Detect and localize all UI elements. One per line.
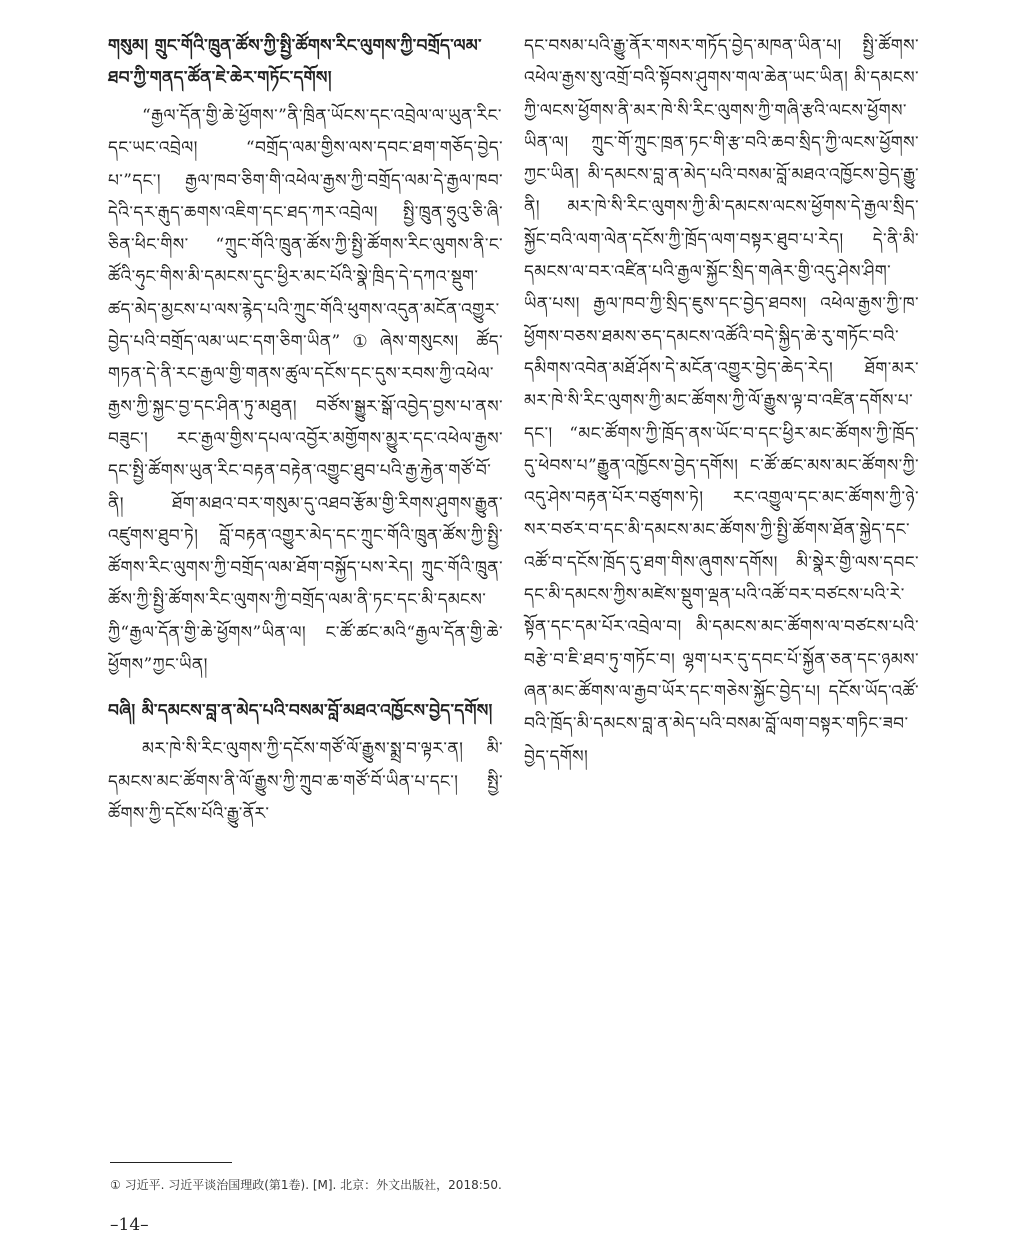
footnote-divider	[110, 1162, 232, 1163]
body-paragraph: དང་བསམ་པའི་རྒྱུ་ནོར་གསར་གཏོད་བྱེད་མཁན་ཡིན་པ། སྤྱི་ཚོགས་འཕེལ་རྒྱས་སུ་འགྲོ་བའི་སྟོབས་ཤུགས་གལ་ཆེན་ཡང་ཡིན། མི་དམངས་ཀྱི་ལངས་ཕྱོགས་ནི་མར་ཁེ་སི་རིང་ལུགས་ཀྱི་གཞི་རྩའི་ལངས་ཕྱོགས་ཡིན་ལ། ཀྲུང་གོ་ཀྲུང་ཁྲན་ཏང་གི་རྩ་བའི་ཆབ་སྲིད་ཀྱི་ལངས་ཕྱོགས་ཀྱང་ཡིན། མི་དམངས་བླ་ན་མེད་པའི་བསམ་བློ་མཐའ་འཁྱོངས་བྱེད་རྒྱུ་ནི། མར་ཁེ་སི་རིང་ལུགས་ཀྱི་མི་དམངས་ལངས་ཕྱོགས་དེ་རྒྱལ་སྲིད་སྐྱོང་བའི་ལག་ལེན་དངོས་ཀྱི་ཁྲོད་ལག་བསྟར་ཐུབ་པ་རེད། དེ་ནི་མི་དམངས་ལ་བར་འཛིན་པའི་རྒྱལ་སྐྱོང་སྲིད་གཞེར་གྱི་འདུ་ཤེས་ཤིག་ཡིན་པས། རྒྱལ་ཁབ་ཀྱི་སྲིད་ཇུས་དང་བྱེད་ཐབས། འཕེལ་རྒྱས་ཀྱི་ཁ་ཕྱོགས་བཅས་ཐམས་ཅད་དམངས་འཚོའི་བདེ་སྐྱིད་ཆེ་རུ་གཏོང་བའི་དམིགས་འབེན་མཐོ་ཤོས་དེ་མངོན་འགྱུར་བྱེད་ཆེད་རེད། ཐོག་མར་མར་ཁེ་སི་རིང་ལུགས་ཀྱི་མང་ཚོགས་ཀྱི་ལོ་རྒྱུས་ལྟ་བ་འཛིན་དགོས་པ་དང་། “མང་ཚོགས་ཀྱི་ཁྲོད་ནས་ཡོང་བ་དང་ཕྱིར་མང་ཚོགས་ཀྱི་ཁྲོད་དུ་ཕེབས་པ”རྒྱུན་འཁྱོངས་བྱེད་དགོས། ང་ཚོ་ཚང་མས་མང་ཚོགས་ཀྱི་འདུ་ཤེས་བརྟན་པོར་བཙུགས་ཏེ། རང་འགྱུལ་དང་མང་ཚོགས་ཀྱི་ཉེ་སར་བཙར་བ་དང་མི་དམངས་མང་ཚོགས་ཀྱི་སྤྱི་ཚོགས་ཐོན་སྐྱེད་དང་འཚོ་བ་དངོས་ཁྲོད་དུ་ཐག་གིས་ཞུགས་དགོས། མི་སྣེར་གྱི་ལས་དབང་དང་མི་དམངས་ཀྱིས་མཛེས་སྡུག་ལྡན་པའི་འཚོ་བར་བཙངས་པའི་རེ་སྟོན་དང་དམ་པོར་འབྲེལ་བ། མི་དམངས་མང་ཚོགས་ལ་བཙངས་པའི་བརྩེ་བ་ཇི་ཐབ་ཏུ་གཏོང་བ། ལྷག་པར་དུ་དབང་པོ་སྐྱོན་ཅན་དང་ཉམས་ཞན་མང་ཚོགས་ལ་རྒྱབ་ཡོར་དང་གཅེས་སྐྱོང་བྱེད་པ། དངོས་ཡོད་འཚོ་བའི་ཁྲོད་མི་དམངས་བླ་ན་མེད་པའི་བསམ་བློ་ལག་བསྟར་གཏིང་ཟབ་བྱེད་དགོས།	[524, 36, 919, 767]
body-paragraph: “རྒྱལ་དོན་གྱི་ཆེ་ཕྱོགས་”ནི་ཁྲིན་ཡོངས་དང་འབྲེལ་ལ་ཡུན་རིང་དང་ཡང་འབྲེལ། “བགྲོད་ལམ་གྱིས་ལས་དབང་ཐག་གཅོད་བྱེད་པ་”དང་། རྒྱལ་ཁབ་ཅིག་གི་འཕེལ་རྒྱས་ཀྱི་བགྲོད་ལམ་དེ་རྒྱལ་ཁབ་དེའི་དར་རྒུད་ཆགས་འཇིག་དང་ཐད་ཀར་འབྲེལ། སྤྱི་ཁྲུན་ཧྲུའུ་ཅི་ཞི་ཅིན་ཕིང་གིས་ “ཀྲུང་གོའི་ཁྲུན་ཚོས་ཀྱི་སྤྱི་ཚོགས་རིང་ལུགས་ནི་ང་ཚོའི་ཧུང་གིས་མི་དམངས་དུང་ཕྱིར་མང་པོའི་སྣེ་ཁྲིད་དེ་དཀའ་སྡུག་ཚད་མེད་མྱངས་པ་ལས་རྙེད་པའི་ཀྲུང་གོའི་ཕུགས་འདུན་མངོན་འགྱུར་བྱེད་པའི་བགྲོད་ལམ་ཡང་དག་ཅིག་ཡིན”①ཞེས་གསུངས། ཚོད་གཏན་དེ་ནི་རང་རྒྱལ་གྱི་གནས་ཚུལ་དངོས་དང་དུས་རབས་ཀྱི་འཕེལ་རྒྱས་ཀྱི་སྐྱང་བྱ་དང་ཤིན་ཏུ་མཐུན། བཙོས་སྒྱུར་སྒོ་འབྱེད་བྱས་པ་ནས་བཟུང་། རང་རྒྱལ་གྱིས་དཔལ་འབྱོར་མགྱོགས་མྱུར་དང་འཕེལ་རྒྱས་དང་སྤྱི་ཚོགས་ཡུན་རིང་བརྟན་བརྟེན་འགྱུང་ཐུབ་པའི་རྒྱ་རྐྱེན་གཙོ་བོ་ནི། ཐོག་མཐའ་བར་གསུམ་དུ་འཐབ་རྩོམ་གྱི་རིགས་ཤུགས་རྒྱུན་འཛུགས་ཐུབ་ཏེ། བློ་བརྟན་འགྱུར་མེད་དང་ཀྲུང་གོའི་ཁྲུན་ཚོས་ཀྱི་སྤྱི་ཚོགས་རིང་ལུགས་ཀྱི་བགྲོད་ལམ་ཐོག་བསྐྱོད་པས་རེད། ཀྲུང་གོའི་ཁྲུན་ཚོས་ཀྱི་སྤྱི་ཚོགས་རིང་ལུགས་ཀྱི་བགྲོད་ལམ་ནི་ཏང་དང་མི་དམངས་ཀྱི“རྒྱལ་དོན་གྱི་ཆེ་ཕྱོགས”ཡིན་ལ། ང་ཚོ་ཚང་མའི“རྒྱལ་དོན་གྱི་ཆེ་ཕྱོགས”ཀྱང་ཡིན།	[108, 106, 503, 676]
paragraph-gap	[108, 681, 503, 695]
section-heading-four: བཞི། མི་དམངས་བླ་ན་མེད་པའི་བསམ་བློ་མཐའ་འཁྱོངས་བྱེད་དགོས།	[108, 701, 493, 722]
body-paragraph: མར་ཁེ་སི་རིང་ལུགས་ཀྱི་དངོས་གཙོ་ལོ་རྒྱུས་སྨྲ་བ་ལྟར་ན། མི་དམངས་མང་ཚོགས་ནི་ལོ་རྒྱུས་ཀྱི་ཀྲུབ་ཆ་གཙོ་བོ་ཡིན་པ་དང་། སྤྱི་ཚོགས་ཀྱི་དངོས་པོའི་རྒྱུ་ནོར་	[108, 739, 503, 824]
footnote: ① 习近平. 习近平谈治国理政(第1卷). [M]. 北京：外文出版社，2018:50.	[110, 1178, 502, 1192]
right-column	[524, 30, 919, 773]
left-column	[108, 30, 503, 830]
section-heading-three: གསུམ། གྲུང་གོའི་ཁྲུན་ཚོས་ཀྱི་སྤྱི་ཚོགས་རིང་ལུགས་ཀྱི་བགྲོད་ལམ་ཐབ་ཀྱི་གནད་ཚོན་ཇེ་ཆེར་གཏོང་དགོས།	[108, 36, 482, 88]
page-number: –14–	[110, 1215, 149, 1235]
